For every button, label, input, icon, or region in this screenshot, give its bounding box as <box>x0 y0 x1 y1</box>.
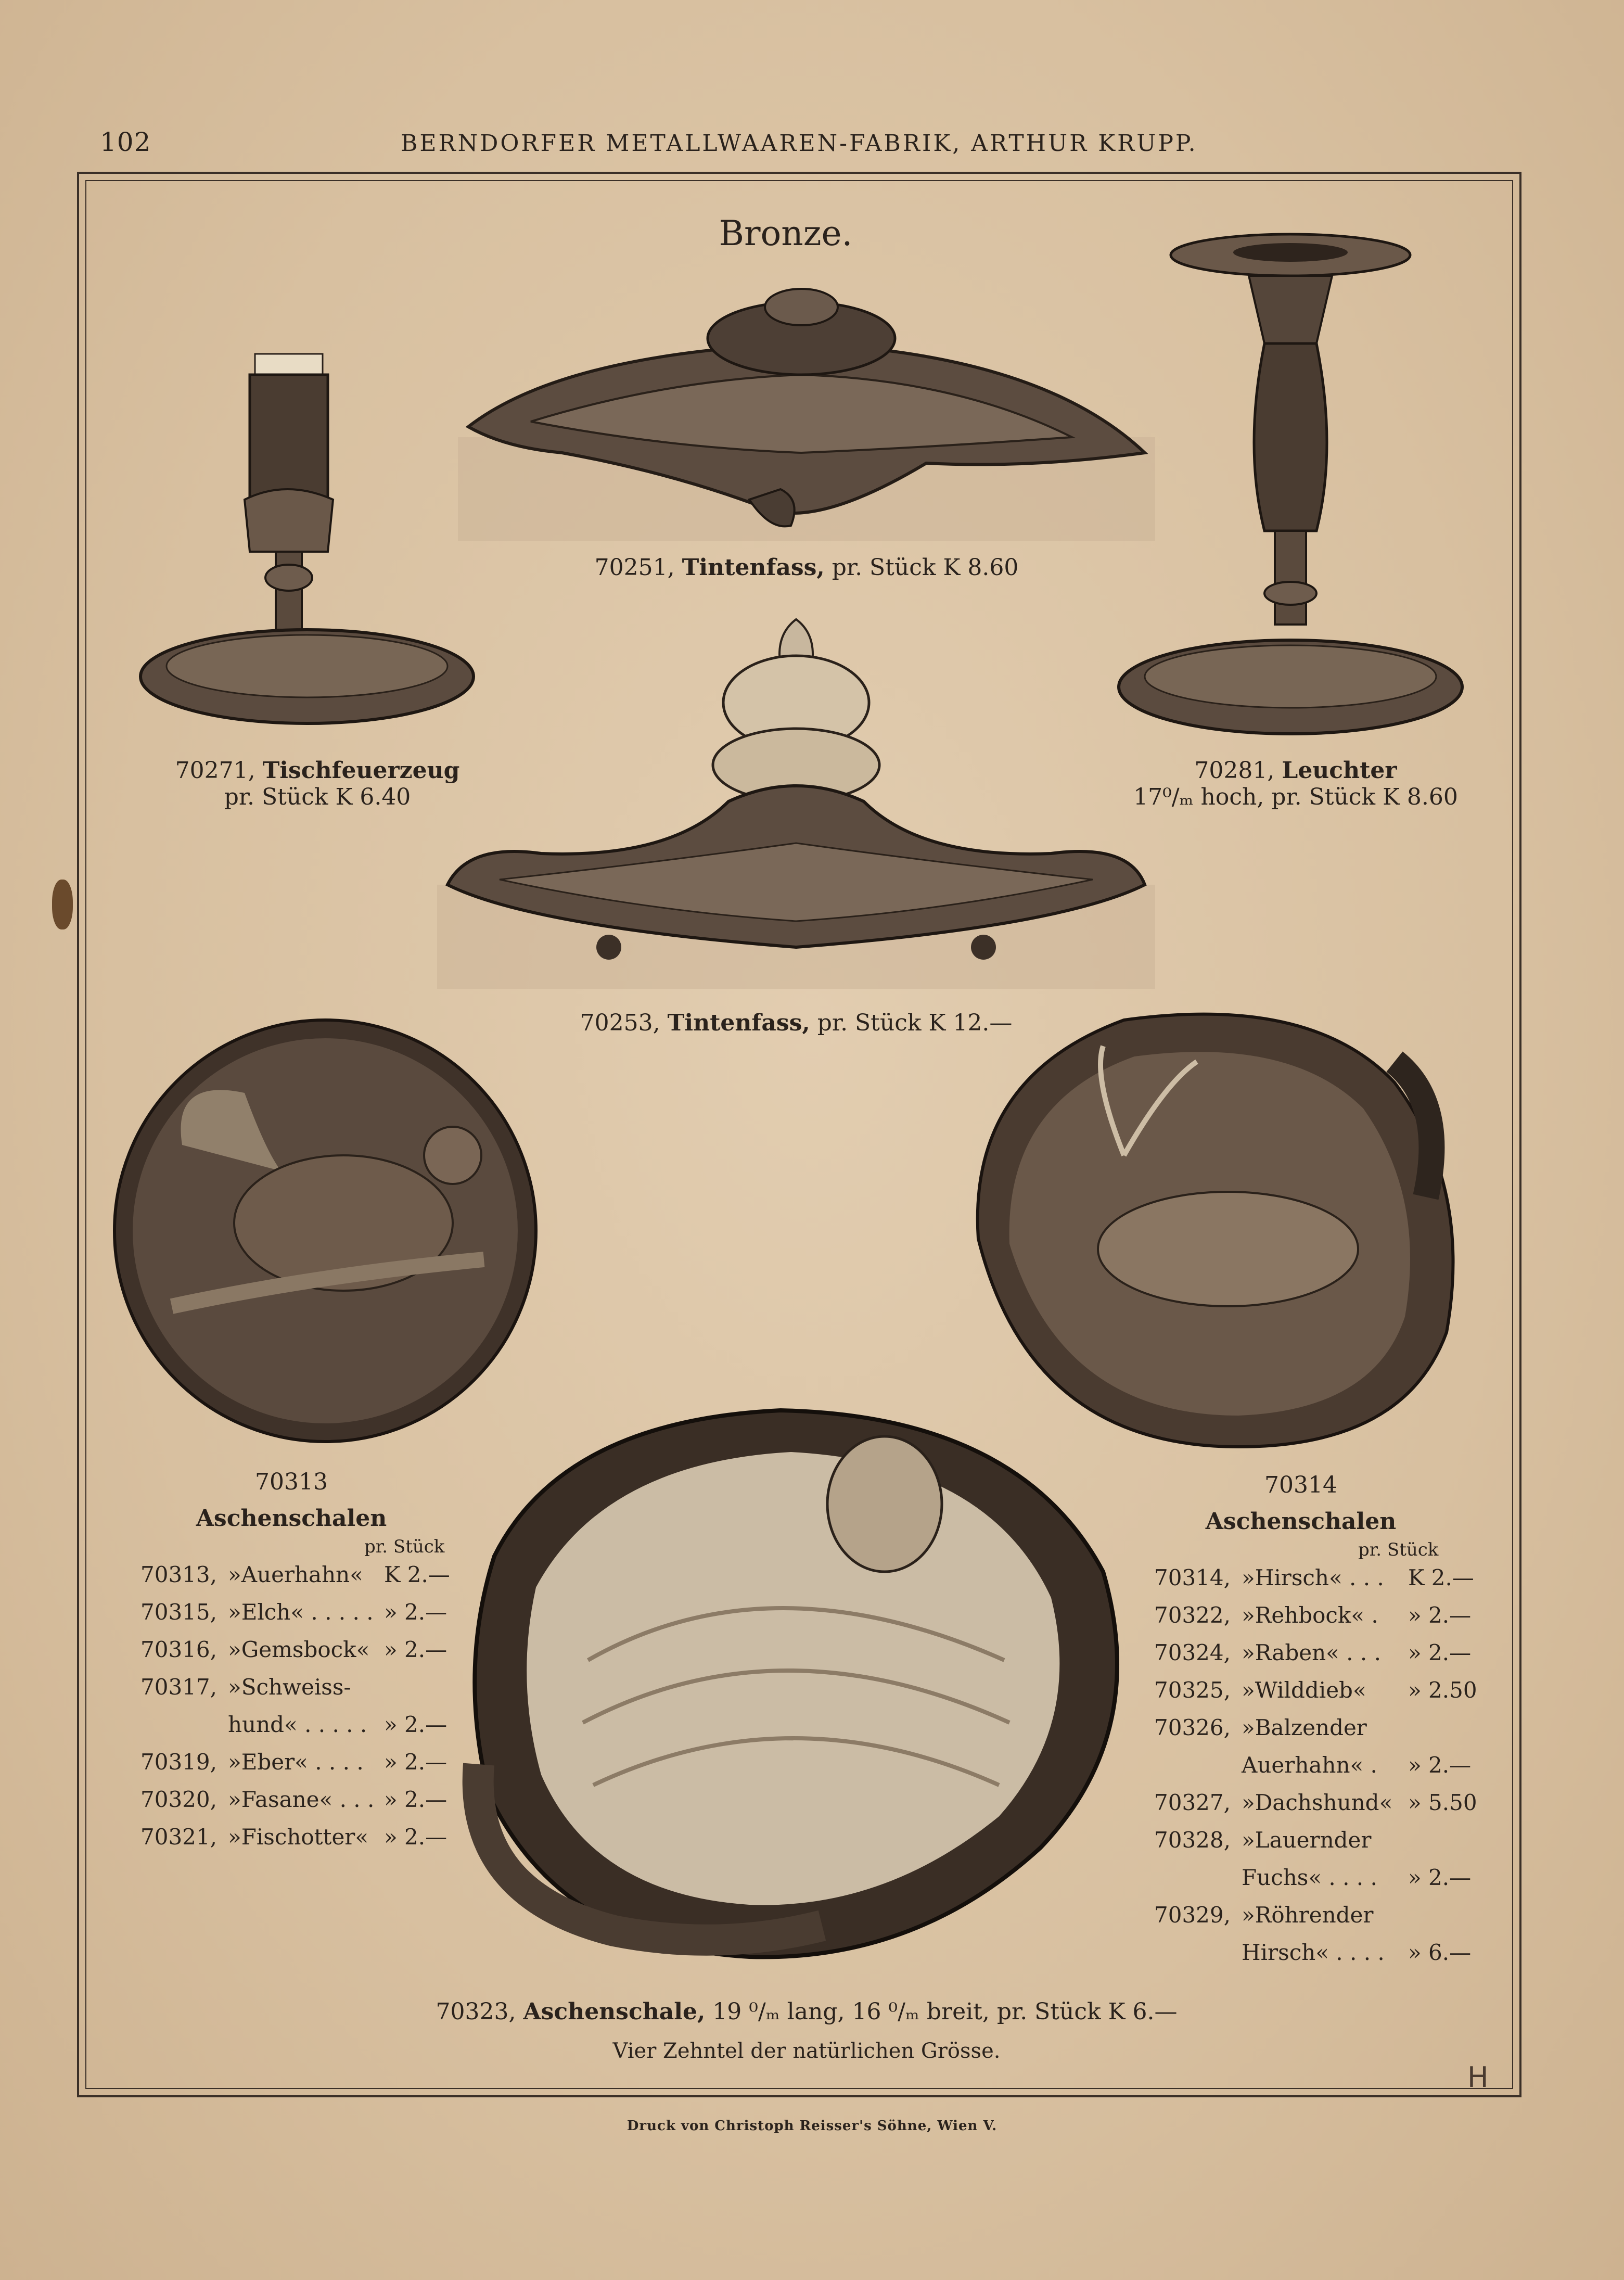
page-header-title: BERNDORFER METALLWAAREN-FABRIK, ARTHUR KRUPP. <box>401 130 1198 157</box>
paper-stain <box>52 880 73 929</box>
group-70313-heading: Aschenschalen <box>196 1505 387 1532</box>
list-item-number: 70326, <box>1154 1715 1231 1740</box>
page-number: 102 <box>100 127 151 157</box>
list-item-price: » 2.— <box>384 1749 447 1775</box>
list-item-price: » 2.— <box>384 1824 447 1850</box>
group-70314-list <box>1154 1559 1477 1971</box>
list-item-price: K 2.— <box>1408 1565 1474 1590</box>
caption-70323: 70323, Aschenschale, 19 ⁰/ₘ lang, 16 ⁰/ₘ breit, pr. Stück K 6.— <box>436 1998 1178 2025</box>
list-item <box>1154 1709 1477 1747</box>
group-70314-heading: Aschenschalen <box>1205 1508 1397 1535</box>
list-item-price: » 5.50 <box>1408 1790 1477 1815</box>
list-item-price: » 2.— <box>384 1599 447 1625</box>
caption-70253: 70253, Tintenfass, pr. Stück K 12.— <box>580 1010 1013 1036</box>
list-item <box>140 1743 450 1781</box>
ashtray-70313-auerhahn-illustration <box>109 1015 541 1447</box>
list-item-name: »Röhrender <box>1242 1902 1374 1928</box>
list-item <box>140 1594 450 1631</box>
list-item-name: Hirsch« . . . . <box>1242 1940 1385 1965</box>
list-item-name: »Auerhahn« <box>228 1562 363 1587</box>
list-item-name: »Elch« . . . . . <box>228 1599 374 1625</box>
caption-70323-note: Vier Zehntel der natürlichen Grösse. <box>612 2039 1001 2063</box>
list-item-number <box>1154 1934 1242 1971</box>
group-70313-price-header: pr. Stück <box>364 1536 445 1557</box>
list-item <box>1154 1559 1477 1597</box>
list-item <box>1154 1934 1477 1971</box>
list-item <box>1154 1784 1477 1822</box>
list-item-price: » 2.— <box>1408 1602 1472 1628</box>
list-item-number: 70329, <box>1154 1902 1231 1928</box>
list-item-number: 70322, <box>1154 1602 1231 1628</box>
list-item-price: K 2.— <box>384 1562 450 1587</box>
list-item-price: » 2.— <box>1408 1752 1472 1778</box>
list-item-name: »Eber« . . . . <box>228 1749 364 1775</box>
list-item <box>140 1706 450 1743</box>
list-item-number <box>140 1706 228 1743</box>
list-item <box>140 1781 450 1818</box>
caption-70271: 70271, Tischfeuerzeug pr. Stück K 6.40 <box>175 757 460 810</box>
group-70314-price-header: pr. Stück <box>1358 1539 1439 1560</box>
list-item <box>1154 1747 1477 1784</box>
list-item-number: 70325, <box>1154 1677 1231 1703</box>
list-item-name: »Fasane« . . . <box>228 1787 375 1812</box>
list-item <box>1154 1822 1477 1859</box>
list-item-price: » 2.— <box>384 1787 447 1812</box>
list-item <box>140 1631 450 1668</box>
list-item-number: 70328, <box>1154 1827 1231 1853</box>
caption-70251: 70251, Tintenfass, pr. Stück K 8.60 <box>594 554 1019 581</box>
list-item-name: »Schweiss- <box>228 1674 351 1700</box>
candlestick-70281-illustration <box>1108 229 1483 744</box>
list-item <box>1154 1634 1477 1672</box>
list-item-name: »Dachshund« <box>1242 1790 1393 1815</box>
ashtray-70314-hirsch-illustration <box>947 999 1478 1457</box>
list-item-name: »Rehbock« . <box>1242 1602 1378 1628</box>
group-70314-number: 70314 <box>1264 1472 1337 1498</box>
list-item-number: 70324, <box>1154 1640 1231 1665</box>
list-item-number: 70314, <box>1154 1565 1231 1590</box>
list-item-number: 70327, <box>1154 1790 1231 1815</box>
list-item-name: »Lauernder <box>1242 1827 1372 1853</box>
list-item-name: hund« . . . . . <box>228 1712 367 1737</box>
list-item-price: » 6.— <box>1408 1940 1472 1965</box>
list-item-name: »Balzender <box>1242 1715 1367 1740</box>
list-item <box>1154 1597 1477 1634</box>
inkwell-70253-illustration <box>437 614 1155 989</box>
list-item-price: » 2.— <box>1408 1640 1472 1665</box>
list-item <box>140 1818 450 1856</box>
list-item <box>140 1556 450 1594</box>
list-item-name: »Hirsch« . . . <box>1242 1565 1384 1590</box>
inkwell-70251-illustration <box>458 281 1155 541</box>
list-item <box>140 1668 450 1706</box>
list-item <box>1154 1859 1477 1896</box>
list-item-number: 70313, <box>140 1562 217 1587</box>
list-item-name: »Gemsbock« <box>228 1637 370 1662</box>
list-item-number: 70317, <box>140 1674 217 1700</box>
list-item-name: »Raben« . . . <box>1242 1640 1381 1665</box>
printer-footer: Druck von Christoph Reisser's Söhne, Wien V. <box>626 2118 998 2134</box>
list-item-number: 70319, <box>140 1749 217 1775</box>
list-item-number: 70316, <box>140 1637 217 1662</box>
ashtray-70323-shell-illustration <box>458 1400 1129 1972</box>
list-item-number <box>1154 1859 1242 1896</box>
list-item-name: Fuchs« . . . . <box>1242 1865 1377 1890</box>
list-item <box>1154 1672 1477 1709</box>
group-70313-number: 70313 <box>255 1469 328 1495</box>
list-item-name: »Wilddieb« <box>1242 1677 1366 1703</box>
list-item-number: 70315, <box>140 1599 217 1625</box>
list-item-name: »Fischotter« <box>228 1824 369 1850</box>
list-item-number <box>1154 1747 1242 1784</box>
list-item-price: » 2.— <box>384 1712 447 1737</box>
list-item-number: 70320, <box>140 1787 217 1812</box>
list-item-name: Auerhahn« . <box>1242 1752 1377 1778</box>
list-item-price: » 2.— <box>384 1637 447 1662</box>
list-item <box>1154 1896 1477 1934</box>
corner-mark: H <box>1467 2061 1489 2094</box>
list-item-price: » 2.— <box>1408 1865 1472 1890</box>
section-title: Bronze. <box>719 213 853 253</box>
group-70313-list <box>140 1556 450 1856</box>
list-item-price: » 2.50 <box>1408 1677 1477 1703</box>
caption-70281: 70281, Leuchter 17⁰/ₘ hoch, pr. Stück K 8.60 <box>1133 757 1458 810</box>
list-item-number: 70321, <box>140 1824 217 1850</box>
